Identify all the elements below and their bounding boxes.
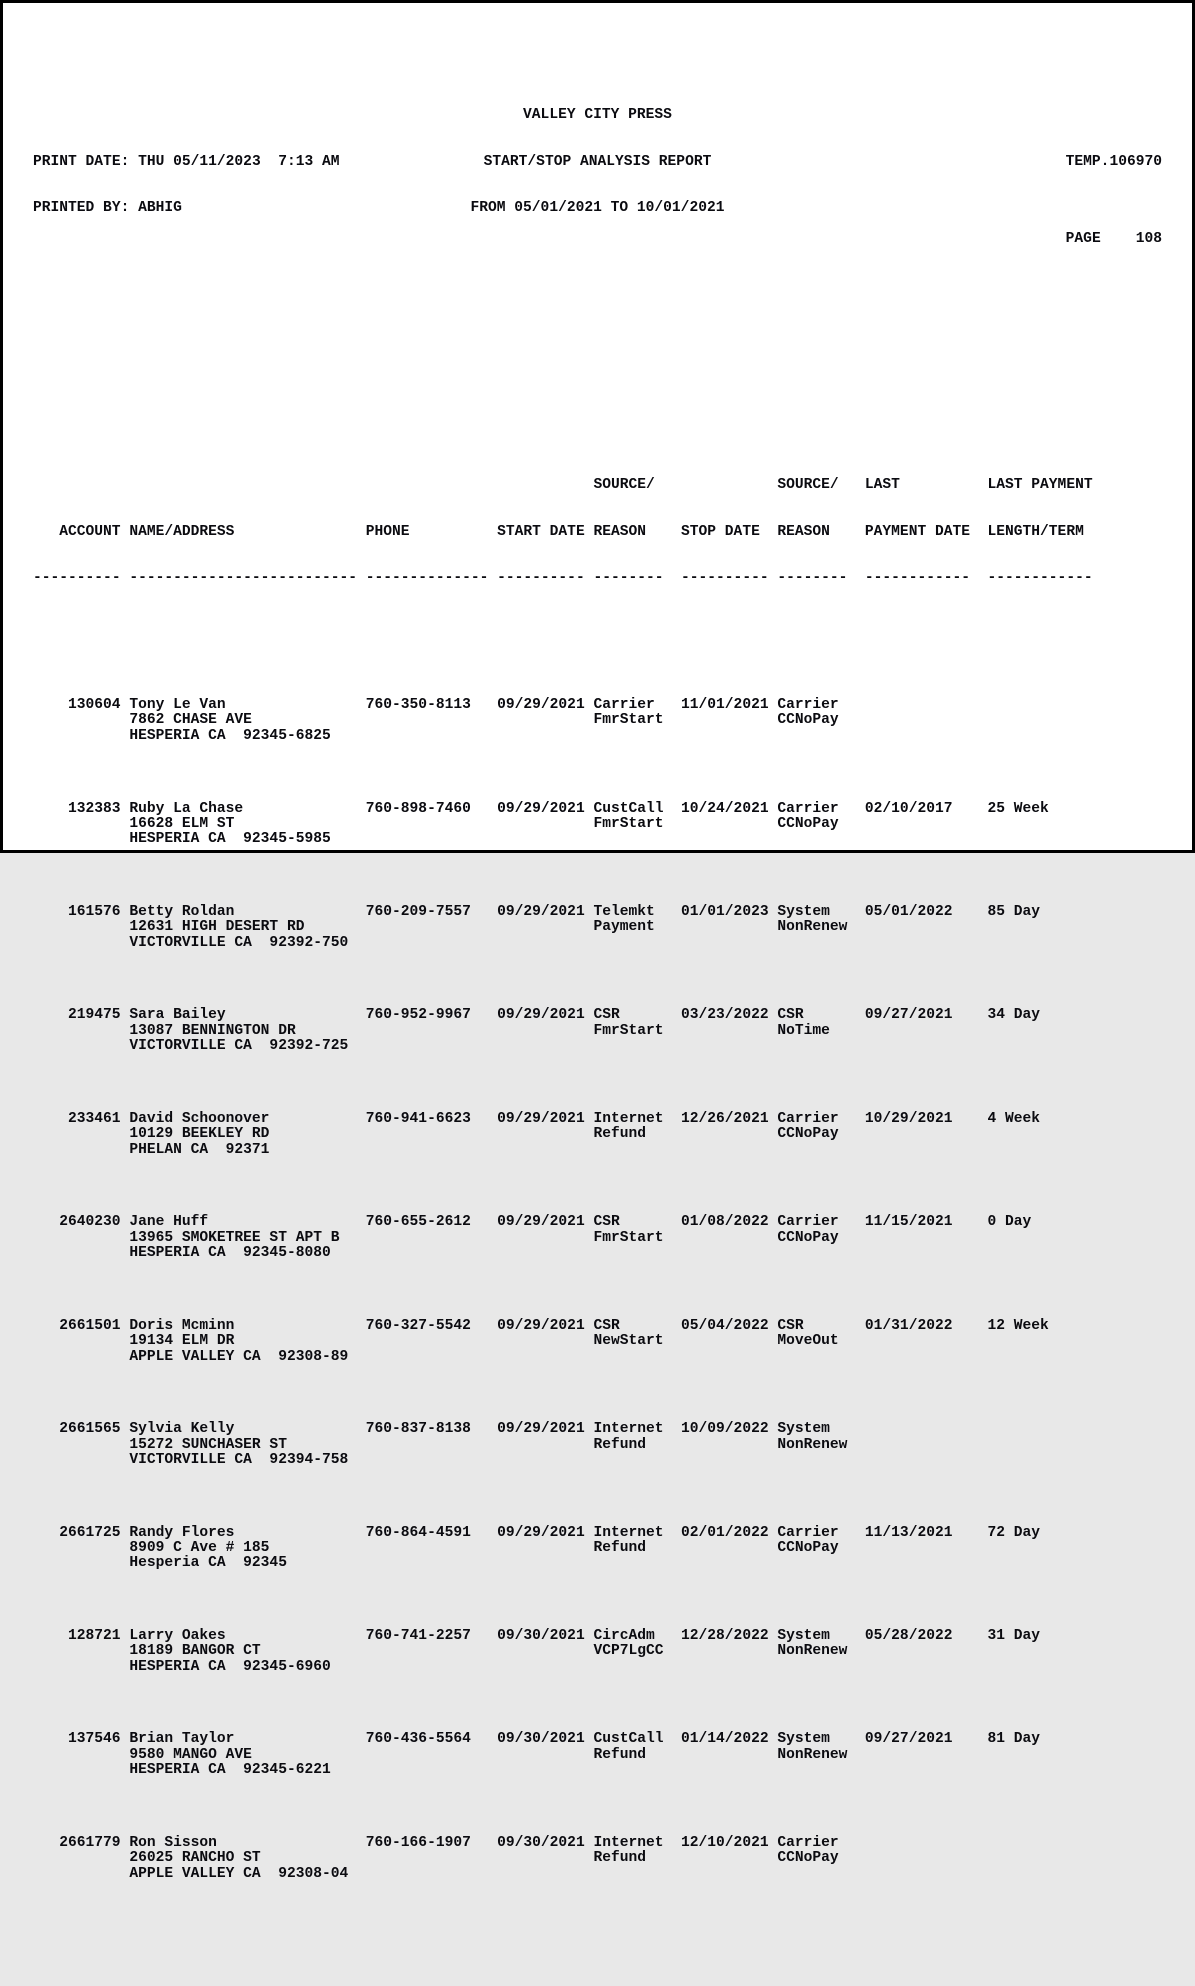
cell-start-date: 09/29/2021 [497, 697, 585, 714]
table-row [33, 1422, 1162, 1468]
cell-stop-date: 10/24/2021 [681, 800, 769, 817]
address-line-2: HESPERIA CA 92345-8080 [129, 1245, 331, 1262]
page-indicator [1066, 201, 1162, 278]
cell-stop-date: 03/23/2022 [681, 1007, 769, 1024]
address-line-2: HESPERIA CA 92345-5985 [129, 831, 331, 848]
cell-stop-date: 11/01/2021 [681, 697, 769, 714]
address-line-2: VICTORVILLE CA 92392-750 [129, 934, 349, 951]
cell-length-term: 0 Day [987, 1214, 1032, 1231]
col-stopdate-underline: ---------- [681, 569, 769, 586]
col-account-underline: ---------- [33, 569, 121, 586]
start-reason: Refund [593, 1539, 646, 1556]
cell-stop-date: 02/01/2022 [681, 1524, 769, 1541]
table-row [33, 905, 1162, 951]
cell-name-address [129, 1629, 365, 1675]
customer-name: Ruby La Chase [129, 800, 244, 817]
address-line-2: HESPERIA CA 92345-6960 [129, 1658, 331, 1675]
start-reason: FmrStart [593, 815, 664, 832]
stop-source: Carrier [777, 1110, 839, 1127]
stop-reason: CCNoPay [777, 1850, 839, 1867]
cell-length-term: 81 Day [987, 1731, 1041, 1748]
col-lastpay-label: PAYMENT DATE [864, 523, 970, 540]
cell-account: 132383 [68, 800, 121, 817]
table-row [33, 1629, 1162, 1675]
cell-stop-source-reason [777, 905, 865, 936]
cell-name-address [129, 1836, 365, 1882]
customer-name: Sylvia Kelly [129, 1421, 235, 1438]
cell-start-date: 09/29/2021 [497, 903, 585, 920]
printed-by: PRINTED BY: ABHIG [33, 199, 182, 216]
col-source2-l1: SOURCE/ [777, 477, 839, 494]
stop-source: Carrier [777, 1214, 839, 1231]
report-header [33, 78, 1162, 309]
cell-start-source-reason [593, 1319, 681, 1350]
cell-account: 2661725 [59, 1524, 121, 1541]
stop-reason: CCNoPay [777, 712, 839, 729]
stop-reason: NonRenew [777, 1436, 848, 1453]
address-line-2: APPLE VALLEY CA 92308-04 [129, 1865, 349, 1882]
cell-account: 130604 [68, 697, 121, 714]
cell-name-address [129, 1732, 365, 1778]
address-line-2: HESPERIA CA 92345-6825 [129, 727, 331, 744]
start-reason: FmrStart [593, 1022, 664, 1039]
address-line-2: PHELAN CA 92371 [129, 1141, 270, 1158]
cell-stop-date: 01/01/2023 [681, 903, 769, 920]
cell-stop-date: 10/09/2022 [681, 1421, 769, 1438]
col-account-label: ACCOUNT [59, 523, 121, 540]
cell-start-date: 09/30/2021 [497, 1731, 585, 1748]
stop-source: System [777, 1628, 830, 1644]
cell-phone: 760-436-5564 [365, 1731, 471, 1748]
print-date: PRINT DATE: THU 05/11/2023 7:13 AM [33, 153, 340, 170]
table-body [33, 667, 1162, 1908]
col-name-underline: -------------------------- [129, 569, 358, 586]
table-header [33, 448, 1162, 617]
address-line-1: 9580 MANGO AVE [129, 1746, 252, 1763]
cell-stop-source-reason [777, 1422, 865, 1453]
address-line-1: 15272 SUNCHASER ST [129, 1436, 287, 1453]
cell-start-source-reason [593, 1526, 681, 1557]
report-table [33, 401, 1162, 1939]
stop-source: Carrier [777, 800, 839, 817]
cell-account: 2661501 [59, 1317, 121, 1334]
cell-last-payment-date: 11/15/2021 [864, 1214, 953, 1231]
col-phone-label: PHONE [365, 523, 410, 540]
col-length-underline: ------------ [987, 569, 1093, 586]
cell-phone: 760-350-8113 [365, 697, 471, 714]
col-startdate-label: START DATE [497, 523, 585, 540]
customer-name: Jane Huff [129, 1214, 209, 1231]
cell-length-term: 85 Day [987, 903, 1041, 920]
stop-reason: NonRenew [777, 1643, 848, 1660]
cell-phone: 760-209-7557 [365, 903, 471, 920]
page-number: 108 [1135, 230, 1162, 247]
cell-phone: 760-941-6623 [365, 1110, 471, 1127]
report-title: START/STOP ANALYSIS REPORT [483, 153, 712, 170]
stop-reason: NoTime [777, 1022, 830, 1039]
cell-stop-source-reason [777, 1319, 865, 1350]
stop-source: Carrier [777, 1524, 839, 1541]
cell-stop-date: 05/04/2022 [681, 1317, 769, 1334]
col-lastpay-l1: LAST [864, 477, 900, 494]
cell-stop-source-reason [777, 1112, 865, 1143]
cell-start-source-reason [593, 1836, 681, 1867]
cell-start-source-reason [593, 698, 681, 729]
cell-phone: 760-864-4591 [365, 1524, 471, 1541]
start-source: CustCall [593, 1731, 664, 1748]
address-line-1: 26025 RANCHO ST [129, 1850, 261, 1867]
cell-start-date: 09/29/2021 [497, 1007, 585, 1024]
cell-length-term: 4 Week [987, 1110, 1041, 1127]
address-line-1: 16628 ELM ST [129, 815, 235, 832]
cell-stop-date: 01/08/2022 [681, 1214, 769, 1231]
address-line-2: Hesperia CA 92345 [129, 1555, 287, 1572]
start-source: Telemkt [593, 903, 655, 920]
table-header-underline [33, 571, 1162, 586]
cell-last-payment-date: 09/27/2021 [864, 1007, 953, 1024]
cell-last-payment-date: 11/13/2021 [864, 1524, 953, 1541]
customer-name: Ron Sisson [129, 1834, 217, 1851]
table-row [33, 1319, 1162, 1365]
cell-stop-source-reason [777, 802, 865, 833]
start-source: Internet [593, 1834, 664, 1851]
cell-start-source-reason [593, 1422, 681, 1453]
cell-name-address [129, 905, 365, 951]
col-name-label: NAME/ADDRESS [129, 523, 235, 540]
header-line-1 [33, 108, 1162, 123]
cell-last-payment-date: 01/31/2022 [864, 1317, 953, 1334]
table-header-line-2 [33, 525, 1162, 540]
col-length-label: LENGTH/TERM [987, 523, 1084, 540]
table-row [33, 1836, 1162, 1882]
cell-last-payment-date: 02/10/2017 [864, 800, 953, 817]
stop-source: System [777, 1731, 830, 1748]
col-length-l1: LAST PAYMENT [987, 477, 1093, 494]
cell-stop-date: 12/28/2022 [681, 1628, 769, 1644]
customer-name: Betty Roldan [129, 903, 235, 920]
cell-account: 2661779 [59, 1834, 121, 1851]
start-reason: Payment [593, 919, 655, 936]
cell-stop-date: 12/26/2021 [681, 1110, 769, 1127]
col-source1-underline: -------- [593, 569, 664, 586]
stop-source: Carrier [777, 697, 839, 714]
customer-name: David Schoonover [129, 1110, 270, 1127]
cell-last-payment-date: 09/27/2021 [864, 1731, 953, 1748]
cell-start-date: 09/29/2021 [497, 1317, 585, 1334]
start-reason: Refund [593, 1436, 646, 1453]
col-startdate-underline: ---------- [497, 569, 585, 586]
col-phone-underline: -------------- [365, 569, 489, 586]
cell-start-date: 09/30/2021 [497, 1628, 585, 1644]
stop-source: System [777, 903, 830, 920]
address-line-1: 19134 ELM DR [129, 1333, 235, 1350]
cell-start-source-reason [593, 802, 681, 833]
stop-reason: NonRenew [777, 1746, 848, 1763]
cell-stop-source-reason [777, 1836, 865, 1867]
cell-stop-source-reason [777, 698, 865, 729]
address-line-1: 7862 CHASE AVE [129, 712, 252, 729]
start-source: Carrier [593, 697, 655, 714]
stop-source: System [777, 1421, 830, 1438]
address-line-1: 10129 BEEKLEY RD [129, 1126, 270, 1143]
cell-account: 233461 [68, 1110, 121, 1127]
header-line-3 [33, 201, 1162, 278]
cell-phone: 760-741-2257 [365, 1628, 471, 1644]
cell-name-address [129, 1112, 365, 1158]
table-row [33, 1215, 1162, 1261]
customer-name: Brian Taylor [129, 1731, 235, 1748]
address-line-1: 18189 BANGOR CT [129, 1643, 261, 1660]
start-source: CSR [593, 1317, 620, 1334]
address-line-2: VICTORVILLE CA 92394-758 [129, 1451, 349, 1468]
start-reason: Refund [593, 1126, 646, 1143]
customer-name: Sara Bailey [129, 1007, 226, 1024]
address-line-1: 12631 HIGH DESERT RD [129, 919, 305, 936]
start-reason: FmrStart [593, 712, 664, 729]
stop-reason: CCNoPay [777, 815, 839, 832]
cell-name-address [129, 1319, 365, 1365]
start-source: Internet [593, 1110, 664, 1127]
cell-phone: 760-952-9967 [365, 1007, 471, 1024]
start-reason: VCP7LgCC [593, 1643, 664, 1660]
address-line-1: 8909 C Ave # 185 [129, 1539, 270, 1556]
cell-start-date: 09/29/2021 [497, 800, 585, 817]
cell-start-date: 09/29/2021 [497, 1524, 585, 1541]
cell-name-address [129, 1422, 365, 1468]
report-date-range: FROM 05/01/2021 TO 10/01/2021 [470, 199, 725, 216]
col-lastpay-underline: ------------ [864, 569, 970, 586]
company-name: VALLEY CITY PRESS [523, 107, 672, 124]
cell-account: 137546 [68, 1731, 121, 1748]
start-source: Internet [593, 1524, 664, 1541]
customer-name: Tony Le Van [129, 697, 226, 714]
cell-name-address [129, 1526, 365, 1572]
start-source: CustCall [593, 800, 664, 817]
cell-stop-source-reason [777, 1629, 865, 1660]
cell-account: 161576 [68, 903, 121, 920]
table-row [33, 1112, 1162, 1158]
col-source1-label: REASON [593, 523, 646, 540]
cell-length-term: 34 Day [987, 1007, 1041, 1024]
col-source2-underline: -------- [777, 569, 848, 586]
cell-account: 219475 [68, 1007, 121, 1024]
start-source: Internet [593, 1421, 664, 1438]
cell-stop-source-reason [777, 1215, 865, 1246]
cell-length-term: 12 Week [987, 1317, 1049, 1334]
stop-reason: NonRenew [777, 919, 848, 936]
start-source: CSR [593, 1007, 620, 1024]
col-stopdate-label: STOP DATE [681, 523, 760, 540]
stop-reason: MoveOut [777, 1333, 839, 1350]
cell-phone: 760-837-8138 [365, 1421, 471, 1438]
start-reason: Refund [593, 1746, 646, 1763]
stop-reason: CCNoPay [777, 1126, 839, 1143]
cell-account: 2640230 [59, 1214, 121, 1231]
start-source: CircAdm [593, 1628, 655, 1644]
stop-source: Carrier [777, 1834, 839, 1851]
cell-length-term: 72 Day [987, 1524, 1041, 1541]
cell-last-payment-date: 10/29/2021 [864, 1110, 953, 1127]
temp-number: TEMP.106970 [1065, 153, 1162, 170]
cell-stop-source-reason [777, 1008, 865, 1039]
table-row [33, 1526, 1162, 1572]
stop-source: CSR [777, 1007, 804, 1024]
cell-start-source-reason [593, 1112, 681, 1143]
cell-start-source-reason [593, 905, 681, 936]
stop-reason: CCNoPay [777, 1229, 839, 1246]
stop-source: CSR [777, 1317, 804, 1334]
cell-start-source-reason [593, 1215, 681, 1246]
customer-name: Doris Mcminn [129, 1317, 235, 1334]
start-reason: NewStart [593, 1333, 664, 1350]
cell-phone: 760-655-2612 [365, 1214, 471, 1231]
cell-phone: 760-166-1907 [365, 1834, 471, 1851]
header-line-2 [33, 155, 1162, 170]
cell-start-source-reason [593, 1629, 681, 1660]
cell-name-address [129, 1008, 365, 1054]
table-row [33, 1008, 1162, 1054]
report-content [3, 3, 1192, 1986]
cell-account: 2661565 [59, 1421, 121, 1438]
cell-start-date: 09/30/2021 [497, 1834, 585, 1851]
address-line-1: 13087 BENNINGTON DR [129, 1022, 296, 1039]
col-source1-l1: SOURCE/ [593, 477, 655, 494]
customer-name: Randy Flores [129, 1524, 235, 1541]
cell-name-address [129, 698, 365, 744]
cell-phone: 760-327-5542 [365, 1317, 471, 1334]
cell-length-term: 31 Day [987, 1628, 1041, 1644]
start-reason: FmrStart [593, 1229, 664, 1246]
cell-start-source-reason [593, 1008, 681, 1039]
address-line-1: 13965 SMOKETREE ST APT B [129, 1229, 340, 1246]
table-row [33, 698, 1162, 744]
cell-length-term: 25 Week [987, 800, 1049, 817]
start-source: CSR [593, 1214, 620, 1231]
page-label: PAGE [1065, 230, 1101, 247]
address-line-2: APPLE VALLEY CA 92308-89 [129, 1348, 349, 1365]
stop-reason: CCNoPay [777, 1539, 839, 1556]
start-reason: Refund [593, 1850, 646, 1867]
cell-stop-date: 01/14/2022 [681, 1731, 769, 1748]
cell-name-address [129, 1215, 365, 1261]
cell-name-address [129, 802, 365, 848]
customer-name: Larry Oakes [129, 1628, 226, 1644]
table-row [33, 802, 1162, 848]
cell-last-payment-date: 05/28/2022 [864, 1628, 953, 1644]
cell-start-date: 09/29/2021 [497, 1421, 585, 1438]
address-line-2: VICTORVILLE CA 92392-725 [129, 1038, 349, 1055]
col-source2-label: REASON [777, 523, 830, 540]
table-row [33, 1732, 1162, 1778]
cell-stop-date: 12/10/2021 [681, 1834, 769, 1851]
cell-stop-source-reason [777, 1732, 865, 1763]
table-header-line-1 [33, 478, 1162, 493]
cell-start-date: 09/29/2021 [497, 1214, 585, 1231]
cell-phone: 760-898-7460 [365, 800, 471, 817]
address-line-2: HESPERIA CA 92345-6221 [129, 1762, 331, 1779]
cell-last-payment-date: 05/01/2022 [864, 903, 953, 920]
cell-stop-source-reason [777, 1526, 865, 1557]
cell-start-date: 09/29/2021 [497, 1110, 585, 1127]
cell-start-source-reason [593, 1732, 681, 1763]
cell-account: 128721 [68, 1628, 121, 1644]
